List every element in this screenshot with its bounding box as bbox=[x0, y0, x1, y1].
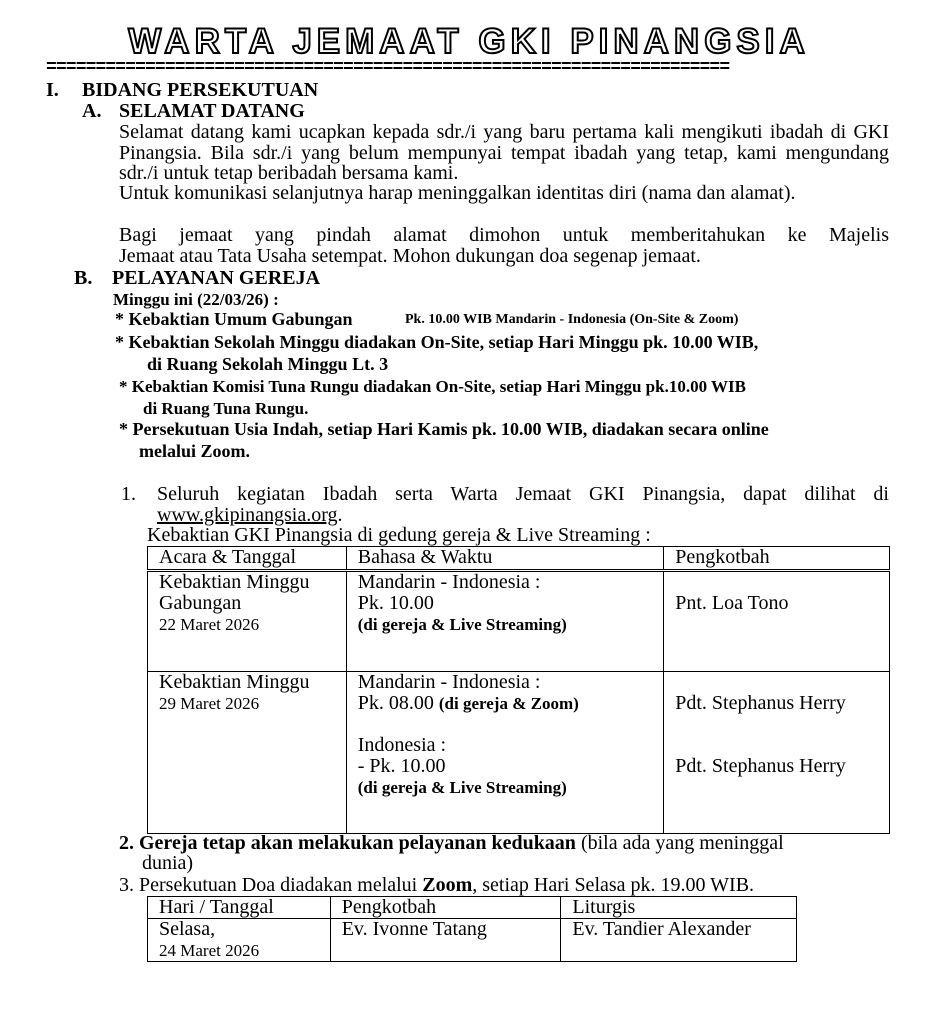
table2-pengkotbah: Ev. Ivonne Tatang bbox=[341, 918, 487, 940]
row2-lokasi2: (di gereja & Live Streaming) bbox=[357, 778, 567, 797]
worship-schedule-table bbox=[147, 546, 890, 834]
subsection-b-heading: PELAYANAN GEREJA bbox=[112, 267, 321, 289]
table2-liturgis: Ev. Tandier Alexander bbox=[572, 918, 751, 940]
note-2-rest: (bila ada yang meninggal bbox=[575, 832, 784, 854]
row1-waktu: Pk. 10.00 bbox=[357, 592, 434, 614]
table-row bbox=[148, 672, 890, 834]
table2-header-hari: Hari / Tanggal bbox=[148, 897, 331, 919]
table2-tanggal: 24 Maret 2026 bbox=[159, 941, 260, 960]
note-2-line1 bbox=[119, 833, 784, 854]
note-3-post: , setiap Hari Selasa pk. 19.00 WIB. bbox=[472, 874, 755, 896]
table1-header-bahasa: Bahasa & Waktu bbox=[346, 547, 663, 571]
note-3 bbox=[119, 875, 754, 896]
row2-bahasa1: Mandarin - Indonesia : bbox=[357, 671, 541, 693]
table1-header-pengkotbah: Pengkotbah bbox=[664, 547, 890, 571]
sunday-school-line1: * Kebaktian Sekolah Minggu diadakan On-Site, setiap Hari Minggu pk. 10.00 WIB, bbox=[115, 332, 759, 352]
row1-lokasi: (di gereja & Live Streaming) bbox=[357, 615, 567, 634]
section-number: I. bbox=[46, 79, 59, 101]
table-row bbox=[148, 919, 797, 962]
table2-header-liturgis: Liturgis bbox=[561, 897, 797, 919]
table2-hari: Selasa, bbox=[159, 918, 216, 940]
row1-bahasa: Mandarin - Indonesia : bbox=[357, 571, 541, 593]
website-link-line bbox=[157, 505, 343, 526]
row2-pengkotbah2: Pdt. Stephanus Herry bbox=[675, 755, 846, 777]
prayer-schedule-table bbox=[147, 896, 797, 962]
elderly-fellowship-line1: * Persekutuan Usia Indah, setiap Hari Kamis pk. 10.00 WIB, diadakan secara online bbox=[119, 419, 769, 439]
row2-waktu1: Pk. 08.00 bbox=[357, 692, 439, 714]
row1-pengkotbah: Pnt. Loa Tono bbox=[675, 592, 789, 614]
note-2-line2: dunia) bbox=[142, 852, 194, 874]
website-link[interactable]: www.gkipinangsia.org bbox=[157, 504, 338, 526]
sunday-school-line2: di Ruang Sekolah Minggu Lt. 3 bbox=[147, 354, 389, 374]
welcome-paragraph: Selamat datang kami ucapkan kepada sdr./i yang baru pertama kali mengikuti ibadah di GKI Pinangsia. Bila sdr./i yang belum mempunyai tempat ibadah yang tetap, kami mengundang sdr./i untuk tetap beribadah bersama kami. bbox=[119, 121, 889, 185]
subsection-a-heading: SELAMAT DATANG bbox=[119, 100, 305, 122]
deaf-service-line2: di Ruang Tuna Rungu. bbox=[143, 399, 309, 418]
table2-header-pengkotbah: Pengkotbah bbox=[330, 897, 561, 919]
deaf-service-line1: * Kebaktian Komisi Tuna Rungu diadakan On-Site, setiap Hari Minggu pk.10.00 WIB bbox=[119, 377, 746, 396]
row2-pengkotbah1: Pdt. Stephanus Herry bbox=[675, 692, 846, 714]
communication-paragraph: Untuk komunikasi selanjutnya harap meninggalkan identitas diri (nama dan alamat). bbox=[119, 182, 796, 204]
note-3-pre: 3. Persekutuan Doa diadakan melalui bbox=[119, 874, 423, 896]
subsection-b-letter: B. bbox=[74, 267, 93, 289]
row2-bahasa2: Indonesia : bbox=[357, 734, 447, 756]
title-divider: ===================================================================== bbox=[46, 58, 730, 78]
note-3-bold: Zoom bbox=[422, 874, 473, 896]
row2-tanggal: 29 Maret 2026 bbox=[159, 694, 260, 713]
link-period: . bbox=[337, 504, 343, 526]
moving-paragraph-line1: Bagi jemaat yang pindah alamat dimohon untuk memberitahukan ke Majelis bbox=[119, 224, 889, 246]
note-1-text: Seluruh kegiatan Ibadah serta Warta Jemaat GKI Pinangsia, dapat dilihat di bbox=[157, 483, 889, 505]
table-row bbox=[148, 571, 890, 672]
row2-acara: Kebaktian Minggu bbox=[159, 671, 310, 693]
note-2-bold: 2. Gereja tetap akan melakukan pelayanan kedukaan bbox=[119, 832, 576, 854]
service-item-main: * Kebaktian Umum Gabungan bbox=[115, 309, 353, 329]
service-item-detail: Pk. 10.00 WIB Mandarin - Indonesia (On-Site & Zoom) bbox=[405, 312, 739, 327]
this-week-label: Minggu ini (22/03/26) : bbox=[113, 290, 279, 309]
table1-header-acara: Acara & Tanggal bbox=[148, 547, 347, 571]
row1-acara-line1: Kebaktian Minggu bbox=[159, 571, 310, 593]
row2-waktu2: - Pk. 10.00 bbox=[357, 755, 446, 777]
note-1-number: 1. bbox=[121, 483, 136, 505]
section-heading: BIDANG PERSEKUTUAN bbox=[82, 79, 319, 101]
bulletin-title: WARTA JEMAAT GKI PINANGSIA bbox=[128, 22, 810, 61]
table1-caption: Kebaktian GKI Pinangsia di gedung gereja & Live Streaming : bbox=[147, 524, 651, 546]
row2-lokasi1: (di gereja & Zoom) bbox=[438, 694, 579, 713]
subsection-a-letter: A. bbox=[82, 100, 102, 122]
row1-acara-line2: Gabungan bbox=[159, 592, 242, 614]
row1-tanggal: 22 Maret 2026 bbox=[159, 615, 260, 634]
elderly-fellowship-line2: melalui Zoom. bbox=[139, 441, 250, 461]
moving-paragraph-line2: Jemaat atau Tata Usaha setempat. Mohon dukungan doa segenap jemaat. bbox=[119, 245, 701, 267]
